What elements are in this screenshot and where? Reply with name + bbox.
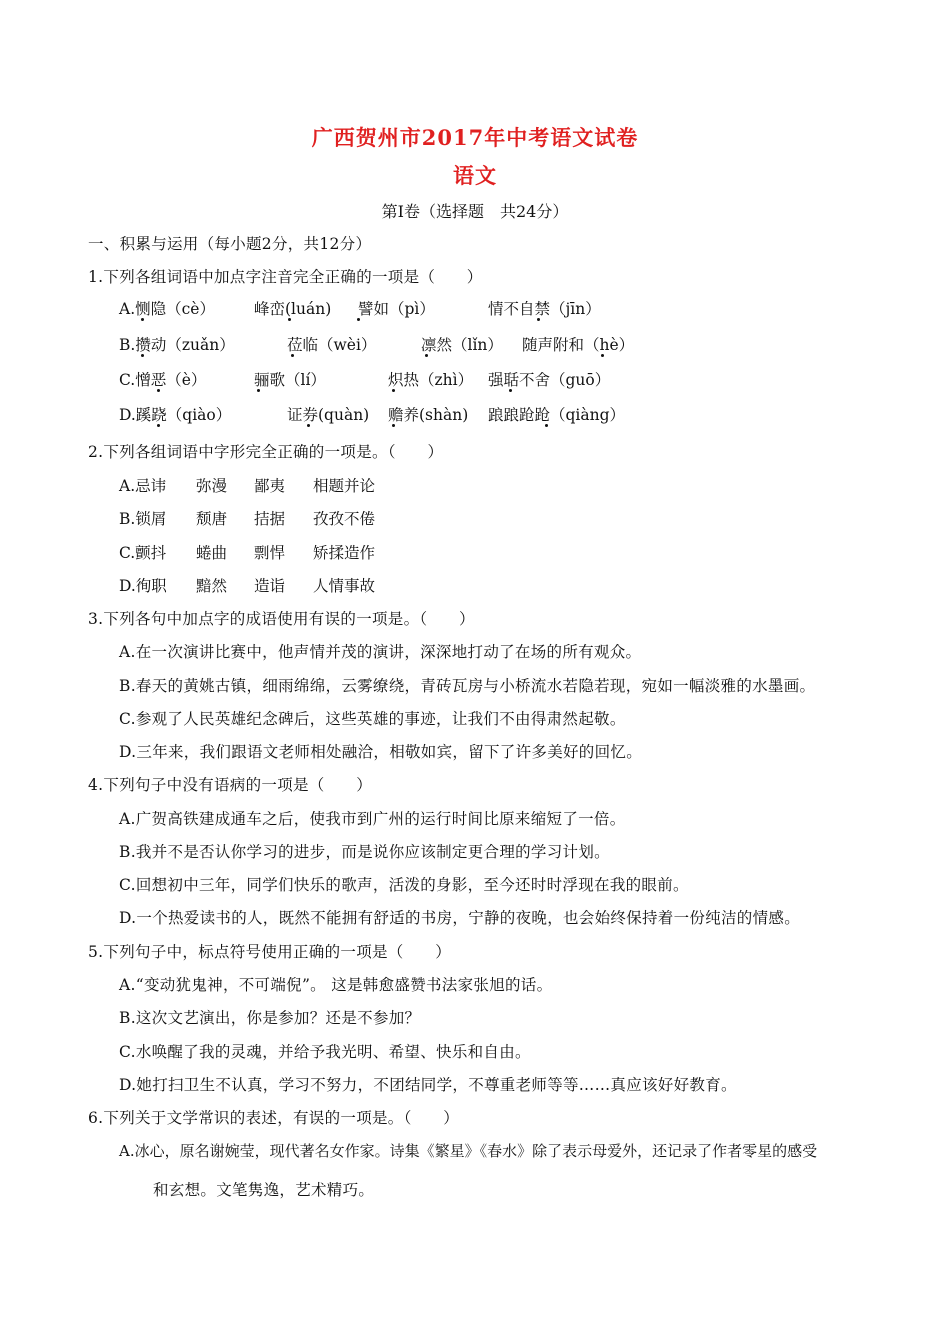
q1-b-word-4: 随声附和（hè） xyxy=(522,336,635,354)
question-4-option-b: B.我并不是否认你学习的进步，而是说你应该制定更合理的学习计划。 xyxy=(119,843,610,861)
question-2-stem: 2.下列各组词语中字形完全正确的一项是。（ ） xyxy=(88,443,444,461)
question-3-stem: 3.下列各句中加点字的成语使用有误的一项是。（ ） xyxy=(88,610,475,628)
question-5-stem: 5.下列句子中，标点符号使用正确的一项是（ ） xyxy=(88,943,451,961)
q2-c-word-2: 蜷曲 xyxy=(196,544,228,562)
q1-c-word-2: 骊歌（lí） xyxy=(254,371,326,389)
emphasis-dot xyxy=(141,354,144,357)
q1-a-word-2: 峰峦(luán) xyxy=(254,300,332,318)
emphasis-dot xyxy=(291,354,294,357)
question-5-option-d: D.她打扫卫生不认真，学习不努力，不团结同学，不尊重老师等等……真应该好好教育。 xyxy=(119,1076,737,1094)
emphasis-dot xyxy=(392,389,395,392)
q1-b-word-3: 凛然（lǐn） xyxy=(421,336,503,354)
q1-d-word-1: D.蹊跷（qiào） xyxy=(119,406,232,424)
part-heading: 第Ⅰ卷（选择题 共24分） xyxy=(381,202,569,221)
question-5-option-b: B.这次文艺演出，你是参加？还是不参加？ xyxy=(119,1009,421,1027)
question-4-option-c: C.回想初中三年，同学们快乐的歌声，活泼的身影，至今还时时浮现在我的眼前。 xyxy=(119,876,689,894)
emphasis-dot xyxy=(392,424,395,427)
q2-c-word-3: 剽悍 xyxy=(254,544,286,562)
q2-c-word-4: 矫揉造作 xyxy=(313,544,376,562)
q2-d-word-4: 人情事故 xyxy=(313,577,376,595)
q1-d-word-4: 踉踉跄跄（qiàng） xyxy=(488,406,626,424)
exam-title: 广西贺州市2017年中考语文试卷 xyxy=(311,125,639,150)
emphasis-dot xyxy=(545,424,548,427)
emphasis-dot xyxy=(357,318,360,321)
section-heading: 一、积累与运用（每小题2分，共12分） xyxy=(88,235,372,253)
question-3-option-c: C.参观了人民英雄纪念碑后，这些英雄的事迹，让我们不由得肃然起敬。 xyxy=(119,710,626,728)
question-6-option-a-line-1: A.冰心，原名谢婉莹，现代著名女作家。诗集《繁星》《春水》除了表示母爱外，还记录了作者零星的感受 xyxy=(119,1142,818,1160)
q2-d-word-1: D.徇职 xyxy=(119,577,167,595)
question-5-option-c: C.水唤醒了我的灵魂，并给予我光明、希望、快乐和自由。 xyxy=(119,1043,531,1061)
q2-b-word-4: 孜孜不倦 xyxy=(313,510,376,528)
q1-a-word-3: 譬如（pì） xyxy=(358,300,435,318)
q2-b-word-1: B.锁屑 xyxy=(119,510,167,528)
q2-d-word-2: 黯然 xyxy=(196,577,228,595)
q2-c-word-1: C.颤抖 xyxy=(119,544,167,562)
q1-d-word-2: 证券(quàn) xyxy=(287,406,370,424)
q1-c-word-1: C.憎恶（è） xyxy=(119,371,207,389)
q2-d-word-3: 造诣 xyxy=(254,577,286,595)
emphasis-dot xyxy=(288,318,291,321)
emphasis-dot xyxy=(141,318,144,321)
q2-a-word-1: A.忌讳 xyxy=(119,477,167,495)
q1-c-word-4: 强聒不舍（guō） xyxy=(488,371,611,389)
question-4-stem: 4.下列句子中没有语病的一项是（ ） xyxy=(88,776,372,794)
question-6-stem: 6.下列关于文学常识的表述，有误的一项是。（ ） xyxy=(88,1109,460,1127)
q1-c-word-3: 炽热（zhì） xyxy=(388,371,474,389)
question-4-option-a: A.广贺高铁建成通车之后，使我市到广州的运行时间比原来缩短了一倍。 xyxy=(119,810,626,828)
question-1-stem: 1.下列各组词语中加点字注音完全正确的一项是（ ） xyxy=(88,268,483,286)
question-4-option-d: D.一个热爱读书的人，既然不能拥有舒适的书房，宁静的夜晚，也会始终保持着一份纯洁的情感。 xyxy=(119,909,801,927)
question-3-option-a: A.在一次演讲比赛中，他声情并茂的演讲，深深地打动了在场的所有观众。 xyxy=(119,643,642,661)
emphasis-dot xyxy=(157,424,160,427)
question-3-option-d: D.三年来，我们跟语文老师相处融洽，相敬如宾，留下了许多美好的回忆。 xyxy=(119,743,643,761)
emphasis-dot xyxy=(601,354,604,357)
question-3-option-b: B.春天的黄姚古镇，细雨绵绵，云雾缭绕，青砖瓦房与小桥流水若隐若现，宛如一幅淡雅的水墨画。 xyxy=(119,677,816,695)
q1-d-word-3: 赡养(shàn) xyxy=(388,406,469,424)
emphasis-dot xyxy=(257,389,260,392)
emphasis-dot xyxy=(157,389,160,392)
q1-b-word-2: 莅临（wèi） xyxy=(287,336,377,354)
emphasis-dot xyxy=(425,354,428,357)
q2-b-word-2: 颓唐 xyxy=(196,510,228,528)
q1-a-word-4: 情不自禁（jīn） xyxy=(488,300,601,318)
q2-a-word-3: 鄙夷 xyxy=(254,477,286,495)
emphasis-dot xyxy=(537,318,540,321)
emphasis-dot xyxy=(509,389,512,392)
q1-b-word-1: B.攒动（zuǎn） xyxy=(119,336,235,354)
question-5-option-a: A.“变动犹鬼神，不可端倪”。 这是韩愈盛赞书法家张旭的话。 xyxy=(119,976,553,994)
subject-title: 语文 xyxy=(453,163,497,188)
q2-a-word-4: 相题并论 xyxy=(313,477,376,495)
q2-a-word-2: 弥漫 xyxy=(196,477,228,495)
question-6-option-a-line-2: 和玄想。文笔隽逸，艺术精巧。 xyxy=(153,1181,375,1199)
q2-b-word-3: 拮据 xyxy=(254,510,286,528)
emphasis-dot xyxy=(307,424,310,427)
q1-a-word-1: A.恻隐（cè） xyxy=(119,300,215,318)
